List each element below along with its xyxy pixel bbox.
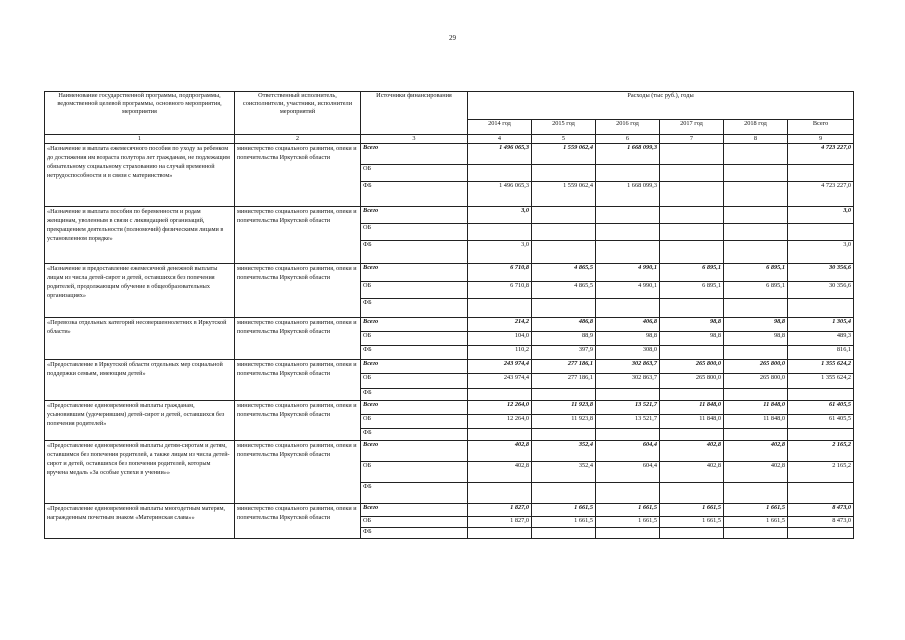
funding-source: ОБ	[361, 332, 468, 346]
value-year: 302 863,7	[596, 374, 660, 389]
value-total: 4 723 227,0	[788, 182, 854, 207]
measure-name: «Предоставление единовременной выплаты многодетным матерям, награжденным почетным знаком «Материнская слава»»	[45, 504, 235, 539]
value-year: 1 668 099,3	[596, 144, 660, 165]
value-year: 1 827,0	[468, 504, 532, 517]
value-total	[788, 528, 854, 539]
value-year: 12 264,0	[468, 415, 532, 429]
executor: министерство социального развития, опеки и попечительства Иркутской области	[235, 264, 361, 318]
funding-source: ОБ	[361, 224, 468, 241]
funding-source: ФБ	[361, 528, 468, 539]
value-year: 486,8	[532, 318, 596, 332]
value-total	[788, 299, 854, 318]
value-year: 1 661,5	[660, 517, 724, 528]
value-year	[596, 224, 660, 241]
value-year	[596, 483, 660, 504]
measure-name: «Предоставление в Иркутской области отдельных мер социальной поддержки семьям, имеющим детей»	[45, 360, 235, 401]
value-year: 6 710,8	[468, 264, 532, 282]
value-year: 406,8	[596, 318, 660, 332]
value-year	[660, 241, 724, 264]
value-total: 1 355 624,2	[788, 374, 854, 389]
value-year	[532, 483, 596, 504]
value-year	[468, 299, 532, 318]
value-year: 6 710,8	[468, 282, 532, 299]
funding-source: Всего	[361, 207, 468, 224]
value-year: 397,9	[532, 346, 596, 360]
value-year	[596, 299, 660, 318]
executor: министерство социального развития, опеки и попечительства Иркутской области	[235, 441, 361, 504]
value-year	[468, 389, 532, 401]
table-row	[45, 318, 854, 332]
funding-source: Всего	[361, 401, 468, 415]
value-year	[596, 165, 660, 182]
value-year	[724, 528, 788, 539]
value-year: 98,8	[724, 318, 788, 332]
funding-source: ФБ	[361, 346, 468, 360]
value-year: 11 848,0	[724, 401, 788, 415]
header-year: 2016 год	[596, 120, 660, 135]
value-year	[532, 207, 596, 224]
value-year: 1 559 062,4	[532, 182, 596, 207]
column-number: 4	[468, 135, 532, 144]
table-row	[45, 401, 854, 415]
value-year: 214,2	[468, 318, 532, 332]
value-year: 402,8	[468, 441, 532, 462]
value-year: 1 661,5	[532, 504, 596, 517]
header-name: Наименование государственной программы, подпрограммы, ведомственной целевой программы, основного мероприятия, мероприятия	[45, 92, 235, 135]
value-year	[660, 182, 724, 207]
value-year	[724, 299, 788, 318]
column-number: 8	[724, 135, 788, 144]
value-year: 98,8	[596, 332, 660, 346]
funding-source: Всего	[361, 504, 468, 517]
value-year	[660, 165, 724, 182]
value-year	[532, 389, 596, 401]
value-year: 277 186,1	[532, 374, 596, 389]
value-total: 8 473,0	[788, 504, 854, 517]
value-year	[532, 224, 596, 241]
value-year	[660, 389, 724, 401]
value-year: 104,0	[468, 332, 532, 346]
value-year: 352,4	[532, 441, 596, 462]
value-year: 604,4	[596, 441, 660, 462]
value-year	[468, 224, 532, 241]
value-year: 1 668 099,3	[596, 182, 660, 207]
value-year	[532, 528, 596, 539]
value-year: 11 848,0	[660, 415, 724, 429]
value-year: 11 848,0	[660, 401, 724, 415]
value-year: 11 848,0	[724, 415, 788, 429]
value-year	[660, 346, 724, 360]
value-year	[660, 224, 724, 241]
value-year	[724, 483, 788, 504]
column-number: 3	[361, 135, 468, 144]
value-year: 1 661,5	[724, 517, 788, 528]
value-year	[724, 389, 788, 401]
value-year	[660, 144, 724, 165]
value-year: 352,4	[532, 462, 596, 483]
table-row	[45, 441, 854, 462]
value-total: 3,0	[788, 207, 854, 224]
value-year	[532, 299, 596, 318]
value-year: 277 186,1	[532, 360, 596, 374]
executor: министерство социального развития, опеки и попечительства Иркутской области	[235, 360, 361, 401]
value-year: 1 661,5	[532, 517, 596, 528]
value-year: 265 800,0	[724, 374, 788, 389]
value-year: 402,8	[724, 462, 788, 483]
value-year	[468, 165, 532, 182]
funding-source: Всего	[361, 264, 468, 282]
value-year: 265 800,0	[724, 360, 788, 374]
value-year: 1 661,5	[596, 504, 660, 517]
value-year	[660, 207, 724, 224]
value-year: 265 800,0	[660, 360, 724, 374]
value-year	[596, 429, 660, 441]
funding-source: ОБ	[361, 374, 468, 389]
executor: министерство социального развития, опеки и попечительства Иркутской области	[235, 318, 361, 360]
value-year: 1 661,5	[724, 504, 788, 517]
value-year: 3,0	[468, 241, 532, 264]
value-total: 3,0	[788, 241, 854, 264]
value-year: 1 661,5	[660, 504, 724, 517]
value-total: 816,1	[788, 346, 854, 360]
value-year	[596, 207, 660, 224]
funding-source: Всего	[361, 360, 468, 374]
funding-source: Всего	[361, 318, 468, 332]
table-row	[45, 504, 854, 517]
value-year: 243 974,4	[468, 374, 532, 389]
column-number: 1	[45, 135, 235, 144]
value-year: 6 895,1	[660, 264, 724, 282]
header-year: 2014 год	[468, 120, 532, 135]
value-year	[724, 165, 788, 182]
funding-source: ФБ	[361, 241, 468, 264]
value-year	[468, 429, 532, 441]
value-year: 402,8	[468, 462, 532, 483]
value-year: 302 863,7	[596, 360, 660, 374]
value-total	[788, 483, 854, 504]
value-year: 4 865,5	[532, 264, 596, 282]
value-total: 61 405,5	[788, 415, 854, 429]
value-year: 3,0	[468, 207, 532, 224]
value-year: 11 923,8	[532, 401, 596, 415]
table-row	[45, 264, 854, 282]
value-total: 2 165,2	[788, 441, 854, 462]
measure-name: «Назначение и предоставление ежемесячной денежной выплаты лицам из числа детей-сирот и детей, оставшихся без попечения родителей, продолжающим обучение в общеобразовательных организациях»	[45, 264, 235, 318]
executor: министерство социального развития, опеки и попечительства Иркутской области	[235, 401, 361, 441]
table-body	[45, 144, 854, 539]
value-year: 6 895,1	[724, 282, 788, 299]
value-year: 98,8	[660, 332, 724, 346]
column-number: 5	[532, 135, 596, 144]
header-source: Источники финансирования	[361, 92, 468, 135]
value-year: 1 496 065,3	[468, 144, 532, 165]
value-total: 30 356,6	[788, 282, 854, 299]
value-total: 1 305,4	[788, 318, 854, 332]
value-year: 6 895,1	[660, 282, 724, 299]
column-number: 6	[596, 135, 660, 144]
funding-source: ОБ	[361, 517, 468, 528]
value-year: 1 827,0	[468, 517, 532, 528]
column-number: 7	[660, 135, 724, 144]
page-number: 29	[449, 34, 456, 42]
funding-source: ФБ	[361, 182, 468, 207]
value-year	[596, 241, 660, 264]
value-year	[724, 429, 788, 441]
value-year	[724, 346, 788, 360]
value-year	[532, 165, 596, 182]
value-year: 1 496 065,3	[468, 182, 532, 207]
value-year	[724, 207, 788, 224]
header-executor: Ответственный исполнитель, соисполнители, участники, исполнители мероприятий	[235, 92, 361, 135]
funding-source: ОБ	[361, 165, 468, 182]
executor: министерство социального развития, опеки и попечительства Иркутской области	[235, 144, 361, 207]
value-total	[788, 389, 854, 401]
value-total: 30 356,6	[788, 264, 854, 282]
value-year: 4 865,5	[532, 282, 596, 299]
value-total: 8 473,0	[788, 517, 854, 528]
value-year: 604,4	[596, 462, 660, 483]
funding-source: ФБ	[361, 299, 468, 318]
value-year	[596, 528, 660, 539]
value-year: 11 923,8	[532, 415, 596, 429]
value-total	[788, 224, 854, 241]
value-year	[468, 528, 532, 539]
value-total: 1 355 624,2	[788, 360, 854, 374]
header-year: 2015 год	[532, 120, 596, 135]
value-year: 4 990,1	[596, 282, 660, 299]
value-year	[660, 429, 724, 441]
value-year	[660, 299, 724, 318]
value-year	[724, 224, 788, 241]
value-year: 4 990,1	[596, 264, 660, 282]
table-row	[45, 360, 854, 374]
measure-name: «Назначение и выплата ежемесячного пособия по уходу за ребенком до достижения им возраста полутора лет гражданам, не подлежащим обязательному социальному страхованию на случай временной нетрудоспособности и в связи с материнством»	[45, 144, 235, 207]
header-expenses: Расходы (тыс руб.), годы	[468, 92, 854, 120]
value-year: 308,0	[596, 346, 660, 360]
value-year: 98,8	[724, 332, 788, 346]
value-year: 13 521,7	[596, 401, 660, 415]
executor: министерство социального развития, опеки и попечительства Иркутской области	[235, 207, 361, 264]
header-total: Всего	[788, 120, 854, 135]
value-total: 61 405,5	[788, 401, 854, 415]
funding-source: ФБ	[361, 429, 468, 441]
value-year: 12 264,0	[468, 401, 532, 415]
funding-source: ОБ	[361, 462, 468, 483]
value-year: 88,9	[532, 332, 596, 346]
value-year	[724, 241, 788, 264]
value-year	[596, 389, 660, 401]
measure-name: «Назначение и выплата пособия по беременности и родам женщинам, уволенным в связи с ликвидацией организаций, прекращением деятельности (полномочий) физическими лицами в установленном порядке»	[45, 207, 235, 264]
table-row	[45, 144, 854, 165]
value-year	[660, 528, 724, 539]
value-year: 243 974,4	[468, 360, 532, 374]
value-year: 98,8	[660, 318, 724, 332]
value-year	[724, 144, 788, 165]
value-total: 489,3	[788, 332, 854, 346]
value-total: 4 723 227,0	[788, 144, 854, 165]
value-year	[532, 429, 596, 441]
value-year: 1 559 062,4	[532, 144, 596, 165]
value-year	[660, 483, 724, 504]
value-year: 110,2	[468, 346, 532, 360]
value-year: 265 800,0	[660, 374, 724, 389]
executor: министерство социального развития, опеки и попечительства Иркутской области	[235, 504, 361, 539]
measure-name: «Перевозка отдельных категорий несовершеннолетних в Иркутской области»	[45, 318, 235, 360]
financing-table	[44, 91, 854, 539]
value-year: 402,8	[660, 441, 724, 462]
funding-source: ФБ	[361, 389, 468, 401]
measure-name: «Предоставление единовременной выплаты детям-сиротам и детям, оставшимся без попечения родителей, а также лицам из числа детей-сирот и детей, оставшихся без попечения родителей, которым вручена медаль «За особые успехи в учении»»	[45, 441, 235, 504]
value-year: 402,8	[724, 441, 788, 462]
value-total	[788, 165, 854, 182]
value-total	[788, 429, 854, 441]
column-number: 2	[235, 135, 361, 144]
funding-source: ОБ	[361, 415, 468, 429]
header-year: 2018 год	[724, 120, 788, 135]
column-number: 9	[788, 135, 854, 144]
header-year: 2017 год	[660, 120, 724, 135]
value-year: 402,8	[660, 462, 724, 483]
value-total: 2 165,2	[788, 462, 854, 483]
value-year	[468, 483, 532, 504]
funding-source: Всего	[361, 441, 468, 462]
funding-source: Всего	[361, 144, 468, 165]
value-year: 13 521,7	[596, 415, 660, 429]
measure-name: «Предоставление единовременной выплаты гражданам, усыновившим (удочерившим) детей-сирот и детей, оставшихся без попечения родителей»	[45, 401, 235, 441]
funding-source: ФБ	[361, 483, 468, 504]
value-year: 6 895,1	[724, 264, 788, 282]
funding-source: ОБ	[361, 282, 468, 299]
value-year: 1 661,5	[596, 517, 660, 528]
value-year	[724, 182, 788, 207]
value-year	[532, 241, 596, 264]
table-row	[45, 207, 854, 224]
